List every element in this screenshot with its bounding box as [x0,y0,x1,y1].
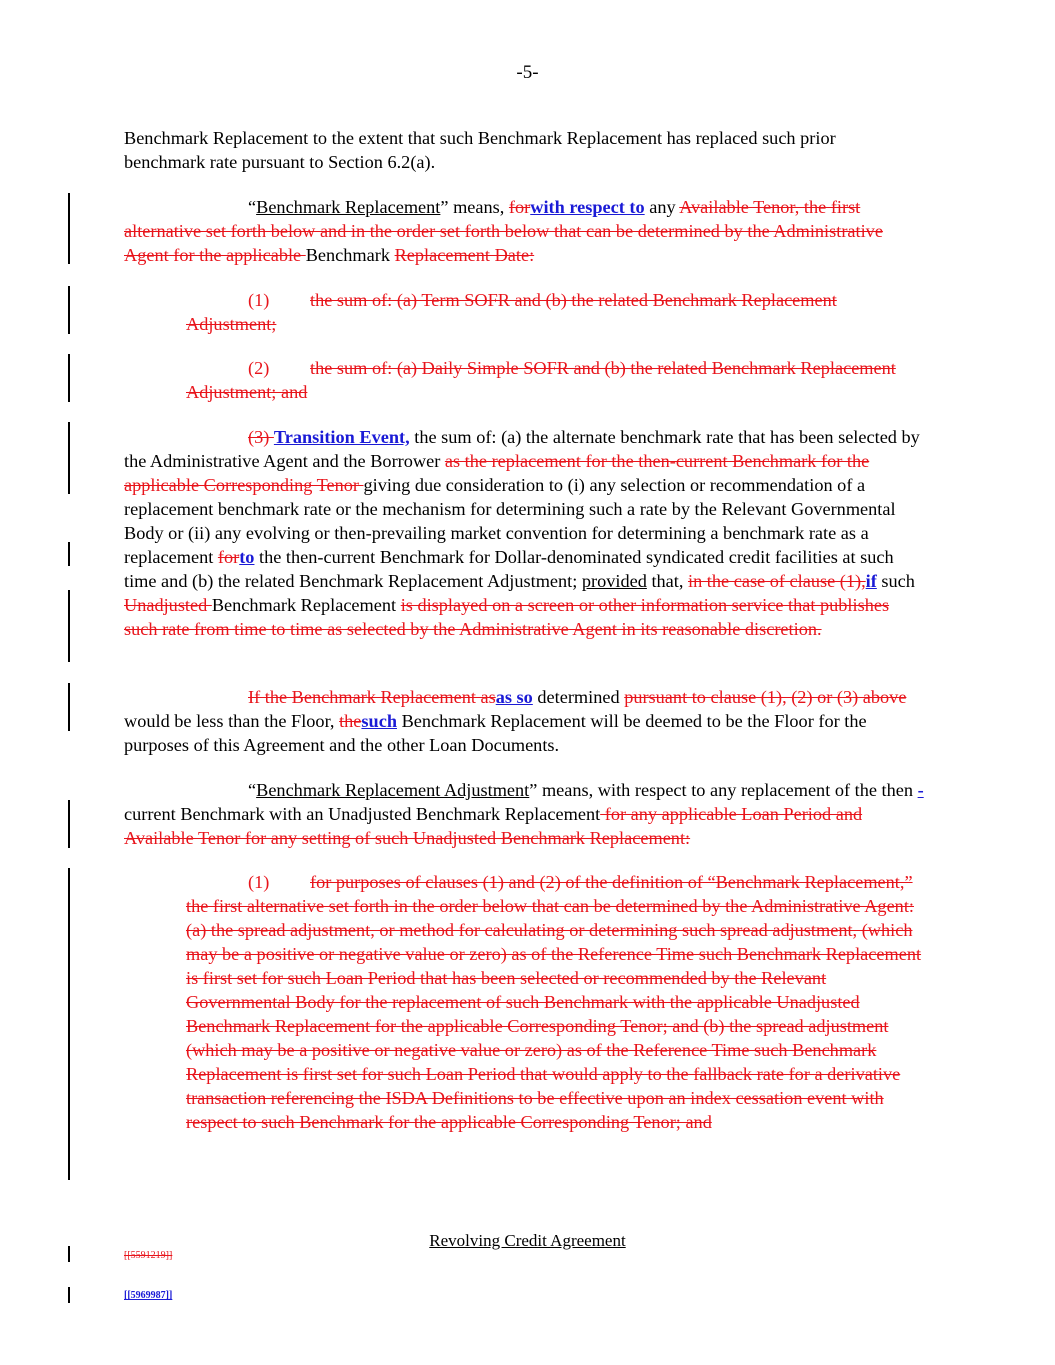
clause-1 [186,288,926,336]
defined-term: Benchmark Replacement [256,197,441,217]
floor-paragraph [124,685,924,757]
deleted-text: pursuant to clause (1), (2) or (3) above [624,687,907,707]
footer-title [0,1231,1055,1251]
deleted-text: (3) [248,427,274,447]
text-run: Benchmark Replacement [211,595,401,615]
text-run: any [644,197,680,217]
text-run: the then-current Benchmark for Dollar-denominated syndicated credit facilities at such time and (b) the related Benchmark Replacement Adjustment; [124,547,894,591]
quote: “ [248,780,257,800]
inserted-text: as so [495,687,533,707]
inserted-text: with respect to [530,197,645,217]
new-document-id: [[5969987]] [124,1290,173,1301]
text-run: would be less than the Floor, [124,711,340,731]
deleted-text: Unadjusted [124,595,212,615]
deleted-text: Replacement Date: [394,245,535,265]
text-run: current Benchmark with an Unadjusted Benchmark Replacement [124,804,601,824]
clause-number: (1) [248,290,270,310]
clause-2 [186,356,926,404]
change-bar [68,590,70,662]
text-run: Benchmark [305,245,395,265]
inserted-text: such [361,711,397,731]
text-run: such [876,571,915,591]
page-number: -5- [516,62,539,83]
benchmark-replacement-definition [124,195,924,267]
change-bar [68,683,70,731]
deleted-text: for [217,547,240,567]
adjustment-clause-1 [186,870,926,1134]
change-bar [68,193,70,264]
provided-term: provided [581,571,647,591]
clause-3-paragraph [124,425,924,641]
deleted-text: in the case of clause (1), [688,571,866,591]
text-run: ” means, [440,197,509,217]
clause-text: the sum of: (a) Daily Simple SOFR and (b) the related Benchmark Replacement Adjustment; and [186,358,896,402]
change-bar [68,422,70,494]
text-run: Benchmark Replacement will be deemed to be the Floor for the purposes of this Agreement and the other Loan Documents. [124,711,867,755]
change-bar [68,1287,70,1303]
clause-text: for purposes of clauses (1) and (2) of the definition of “Benchmark Replacement,” the first alternative set forth in the order below that can be determined by the Administrative Agent: (a) the spread adjustment, or method for calculating or determining such spread adjustment, (which may be a positive or negative value or zero) as of the Reference Time such Benchmark Replacement is first set for such Loan Period that has been selected or recommended by the Relevant Governmental Body for the replacement of such Benchmark with the applicable Unadjusted Benchmark Replacement for the applicable Corresponding Tenor; and (b) the spread adjustment (which may be a positive or negative value or zero) as of the Reference Time such Benchmark Replacement is first set for such Loan Period that would apply to the fallback rate for a derivative transaction referencing the ISDA Definitions to be effective upon an index cessation event with respect to such Benchmark for the applicable Corresponding Tenor; and [186,872,922,1132]
text-run: giving due consideration to (i) any selection or recommendation of a replacement benchmark rate or the mechanism for determining such a rate by the Relevant Governmental Body or (ii) any evolving or then-prevailing market convention for determining a benchmark rate as a replacement [124,475,896,567]
change-bar [68,868,70,1180]
clause-number: (2) [248,358,270,378]
inserted-text: Transition Event, [273,427,410,447]
deleted-text: for any applicable Loan Period and Available Tenor for any setting of such Unadjusted Benchmark Replacement: [124,804,863,848]
text-run: that, [646,571,689,591]
continuation-paragraph [124,126,924,174]
benchmark-replacement-adjustment-definition [124,778,924,850]
change-bar [68,354,70,402]
footer-title-text: Revolving Credit Agreement [429,1231,626,1250]
text-run: the sum of: (a) the alternate benchmark rate that has been selected by the Administrative Agent and the Borrower [124,427,920,471]
old-document-id: [[5591219]] [124,1250,173,1261]
deleted-text: the [339,711,362,731]
inserted-text: if [865,571,877,591]
change-bar [68,800,70,848]
deleted-text: If the Benchmark Replacement as [248,687,496,707]
deleted-text: as the replacement for the then-current Benchmark for the applicable Corresponding Tenor [124,451,870,495]
quote: “ [248,197,257,217]
defined-term: Benchmark Replacement Adjustment [256,780,530,800]
clause-number: (1) [248,872,270,892]
inserted-text: to [239,547,255,567]
deleted-text: is displayed on a screen or other information service that publishes such rate from time to time as selected by the Administrative Agent in its reasonable discretion. [124,595,890,639]
text-run: ” means, with respect to any replacement of the then [529,780,918,800]
paragraph-line: benchmark rate pursuant to Section 6.2(a). [124,152,436,172]
change-bar [68,542,70,566]
deleted-text: Available Tenor, the first alternative set forth below and in the order set forth below that can be determined by the Administrative Agent for the applicable [124,197,883,265]
clause-text: the sum of: (a) Term SOFR and (b) the related Benchmark Replacement Adjustment; [186,290,837,334]
paragraph-line: Benchmark Replacement to the extent that such Benchmark Replacement has replaced such prior [124,128,836,148]
deleted-text: for [508,197,531,217]
inserted-text: - [917,780,924,800]
text-run: determined [532,687,625,707]
change-bar [68,286,70,334]
